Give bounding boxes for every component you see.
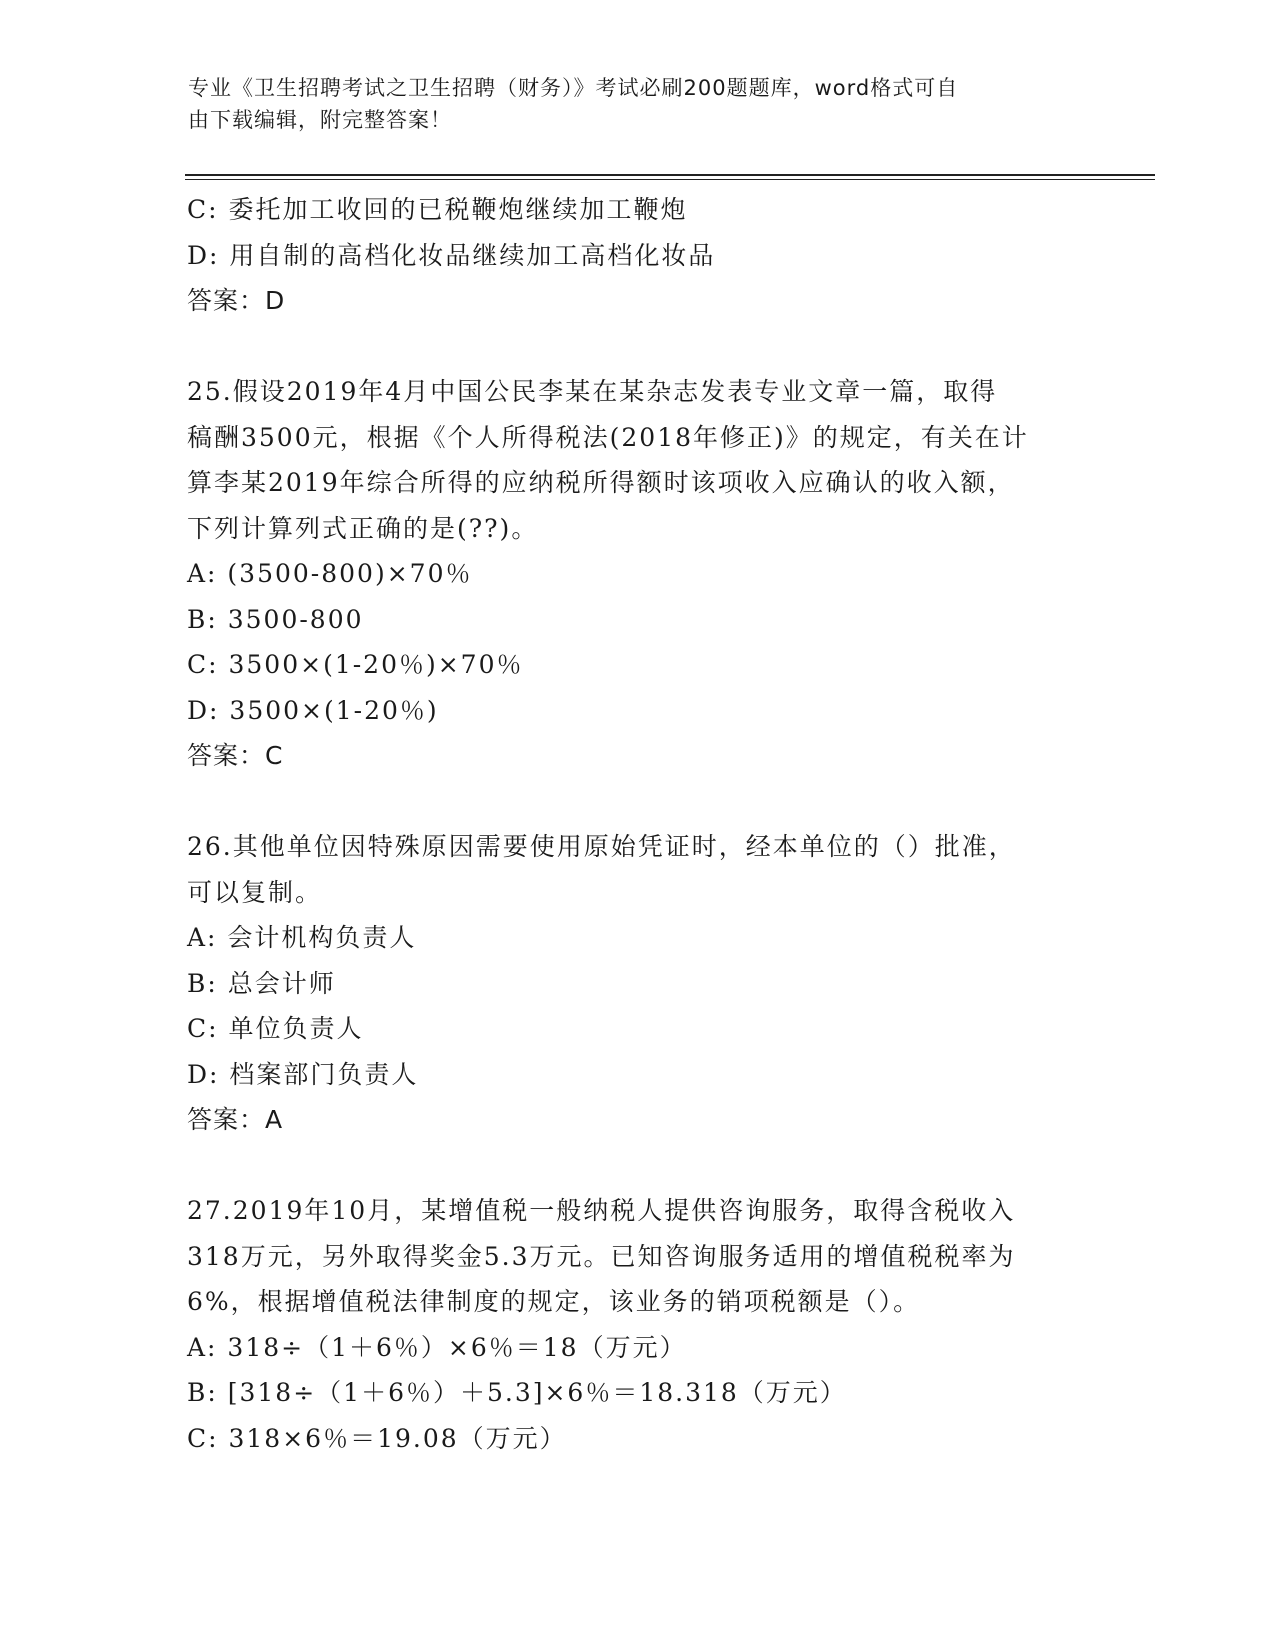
question-text: 318万元，另外取得奖金5.3万元。已知咨询服务适用的增值税税率为	[187, 1241, 1016, 1271]
header-line-2: 由下载编辑，附完整答案！	[188, 108, 452, 132]
answer: 答案：D	[187, 286, 286, 315]
option: C: 单位负责人	[187, 1014, 364, 1043]
option: C: 318×6％＝19.08（万元）	[187, 1423, 567, 1453]
question-text: 25.假设2019年4月中国公民李某在某杂志发表专业文章一篇，取得	[187, 377, 998, 406]
document-body	[187, 187, 1087, 1461]
question-text: 下列计算列式正确的是(??)。	[187, 513, 539, 543]
option: A: 会计机构负责人	[187, 923, 417, 952]
question-text: 可以复制。	[187, 877, 323, 907]
question-text: 6%，根据增值税法律制度的规定，该业务的销项税额是（）。	[187, 1287, 921, 1316]
header-rule-thin	[185, 179, 1155, 180]
option: A: (3500-800)×70％	[187, 559, 473, 588]
question-text: 26.其他单位因特殊原因需要使用原始凭证时，经本单位的（）批准，	[187, 832, 1016, 861]
option: B: 3500-800	[187, 604, 364, 634]
question-text: 稿酬3500元，根据《个人所得税法(2018年修正)》的规定，有关在计	[187, 422, 1029, 452]
header-rule	[185, 174, 1155, 176]
option: C: 委托加工收回的已税鞭炮继续加工鞭炮	[187, 195, 688, 224]
question-text: 27.2019年10月，某增值税一般纳税人提供咨询服务，取得含税收入	[187, 1196, 1016, 1225]
question-text: 算李某2019年综合所得的应纳税所得额时该项收入应确认的收入额，	[187, 468, 1015, 497]
answer: 答案：A	[187, 1105, 284, 1134]
option: C: 3500×(1-20％)×70％	[187, 650, 524, 679]
option: B: [318÷（1＋6％）＋5.3]×6％＝18.318（万元）	[187, 1378, 847, 1407]
header-line-1: 专业《卫生招聘考试之卫生招聘（财务）》考试必刷200题题库，word格式可自	[188, 76, 959, 100]
answer: 答案：C	[187, 741, 284, 770]
option: D: 3500×(1-20％)	[187, 695, 439, 725]
document-header	[188, 72, 1068, 136]
option: D: 用自制的高档化妆品继续加工高档化妆品	[187, 240, 716, 270]
option: A: 318÷（1＋6％）×6％＝18（万元）	[187, 1332, 687, 1362]
option: B: 总会计师	[187, 968, 336, 998]
option: D: 档案部门负责人	[187, 1059, 419, 1089]
